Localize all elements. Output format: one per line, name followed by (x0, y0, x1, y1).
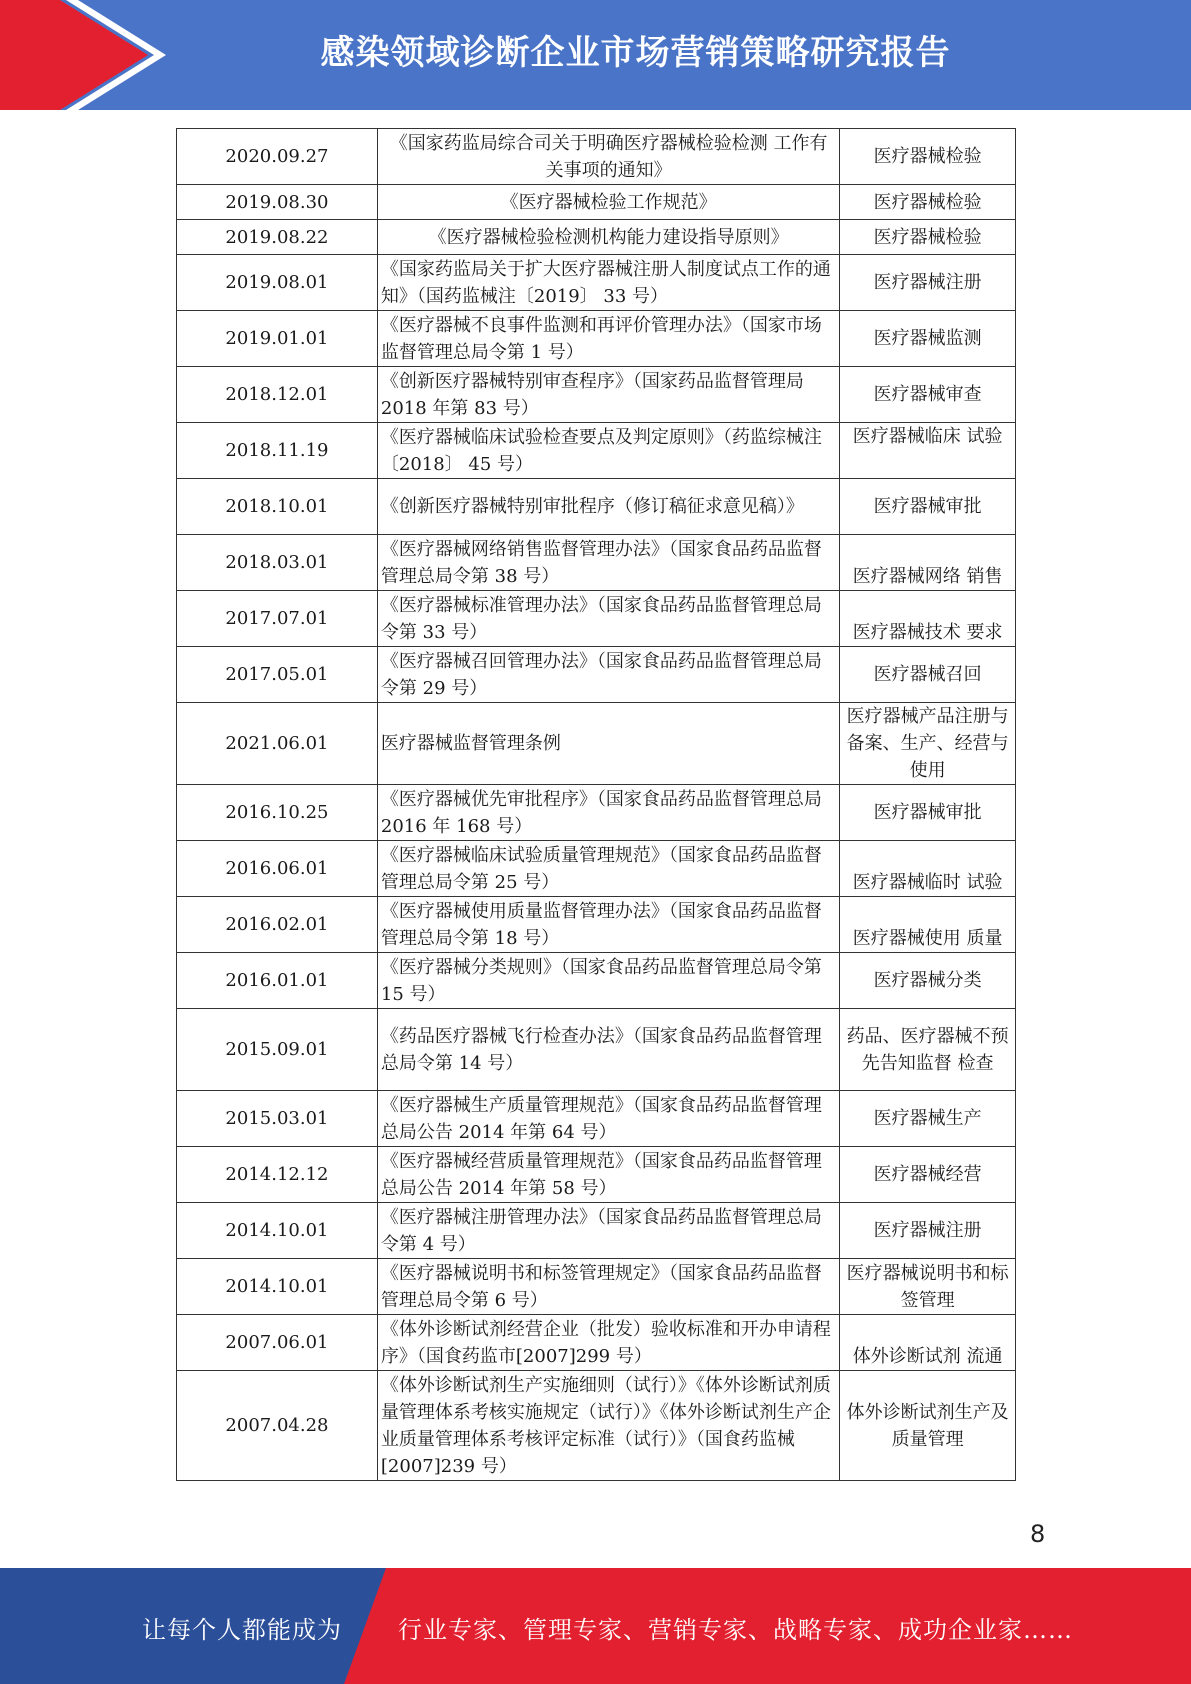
category-cell: 医疗器械召回 (840, 647, 1016, 703)
category-cell: 医疗器械审批 (840, 479, 1016, 535)
date-cell: 2015.09.01 (177, 1009, 378, 1091)
date-cell: 2016.01.01 (177, 953, 378, 1009)
title-cell: 《医疗器械注册管理办法》（国家食品药品监督管理总局令第 4 号） (377, 1203, 839, 1259)
title-cell: 医疗器械监督管理条例 (377, 703, 839, 785)
table-row (177, 1203, 1016, 1259)
category-cell: 医疗器械监测 (840, 311, 1016, 367)
table-row (177, 785, 1016, 841)
category-cell: 医疗器械技术 要求 (840, 591, 1016, 647)
regulation-table (176, 128, 1016, 1481)
date-cell: 2014.10.01 (177, 1259, 378, 1315)
category-cell: 医疗器械生产 (840, 1091, 1016, 1147)
footer-slogan-left: 让每个人都能成为 (142, 1616, 342, 1644)
title-cell: 《国家药监局关于扩大医疗器械注册人制度试点工作的通知》（国药监械注〔2019〕 33 号） (377, 255, 839, 311)
table-row (177, 1371, 1016, 1481)
table-row (177, 185, 1016, 220)
title-cell: 《医疗器械使用质量监督管理办法》（国家食品药品监督管理总局令第 18 号） (377, 897, 839, 953)
title-cell: 《医疗器械优先审批程序》（国家食品药品监督管理总局 2016 年 168 号） (377, 785, 839, 841)
category-cell: 药品、医疗器械不预先告知监督 检查 (840, 1009, 1016, 1091)
title-cell: 《医疗器械网络销售监督管理办法》（国家食品药品监督管理总局令第 38 号） (377, 535, 839, 591)
category-cell: 医疗器械审批 (840, 785, 1016, 841)
title-cell: 《医疗器械检验工作规范》 (377, 185, 839, 220)
category-cell: 医疗器械注册 (840, 1203, 1016, 1259)
date-cell: 2018.10.01 (177, 479, 378, 535)
category-cell: 体外诊断试剂 流通 (840, 1315, 1016, 1371)
category-cell: 体外诊断试剂生产及质量管理 (840, 1371, 1016, 1481)
table-row (177, 367, 1016, 423)
title-cell: 《医疗器械召回管理办法》（国家食品药品监督管理总局令第 29 号） (377, 647, 839, 703)
date-cell: 2007.06.01 (177, 1315, 378, 1371)
title-cell: 《药品医疗器械飞行检查办法》（国家食品药品监督管理总局令第 14 号） (377, 1009, 839, 1091)
page-number: 8 (1030, 1520, 1046, 1548)
table-row (177, 129, 1016, 185)
title-cell: 《创新医疗器械特别审查程序》（国家药品监督管理局 2018 年第 83 号） (377, 367, 839, 423)
date-cell: 2017.05.01 (177, 647, 378, 703)
date-cell: 2014.12.12 (177, 1147, 378, 1203)
table-row (177, 423, 1016, 479)
date-cell: 2020.09.27 (177, 129, 378, 185)
regulation-table-container (176, 128, 1016, 1481)
date-cell: 2019.01.01 (177, 311, 378, 367)
date-cell: 2019.08.01 (177, 255, 378, 311)
date-cell: 2021.06.01 (177, 703, 378, 785)
title-cell: 《体外诊断试剂经营企业（批发）验收标准和开办申请程序》（国食药监市[2007]299 号） (377, 1315, 839, 1371)
title-cell: 《医疗器械说明书和标签管理规定》（国家食品药品监督管理总局令第 6 号） (377, 1259, 839, 1315)
title-cell: 《医疗器械临床试验检查要点及判定原则》（药监综械注〔2018〕 45 号） (377, 423, 839, 479)
table-row (177, 220, 1016, 255)
table-row (177, 1091, 1016, 1147)
category-cell: 医疗器械检验 (840, 185, 1016, 220)
table-row (177, 841, 1016, 897)
title-cell: 《体外诊断试剂生产实施细则（试行）》《体外诊断试剂质量管理体系考核实施规定（试行）》《体外诊断试剂生产企业质量管理体系考核评定标准（试行）》（国食药监械[2007]239 号） (377, 1371, 839, 1481)
table-row (177, 1147, 1016, 1203)
date-cell: 2015.03.01 (177, 1091, 378, 1147)
category-cell: 医疗器械检验 (840, 129, 1016, 185)
page-footer (0, 1568, 1191, 1684)
table-row (177, 311, 1016, 367)
category-cell: 医疗器械临床 试验 (840, 423, 1016, 479)
page-header (0, 0, 1191, 110)
table-row (177, 1315, 1016, 1371)
category-cell: 医疗器械分类 (840, 953, 1016, 1009)
title-cell: 《医疗器械检验检测机构能力建设指导原则》 (377, 220, 839, 255)
date-cell: 2018.12.01 (177, 367, 378, 423)
date-cell: 2018.11.19 (177, 423, 378, 479)
table-row (177, 591, 1016, 647)
table-row (177, 535, 1016, 591)
table-row (177, 647, 1016, 703)
category-cell: 医疗器械临时 试验 (840, 841, 1016, 897)
footer-slogan-right: 行业专家、管理专家、营销专家、战略专家、成功企业家…… (398, 1616, 1073, 1644)
category-cell: 医疗器械网络 销售 (840, 535, 1016, 591)
date-cell: 2016.06.01 (177, 841, 378, 897)
category-cell: 医疗器械经营 (840, 1147, 1016, 1203)
date-cell: 2007.04.28 (177, 1371, 378, 1481)
date-cell: 2018.03.01 (177, 535, 378, 591)
title-cell: 《医疗器械标准管理办法》（国家食品药品监督管理总局令第 33 号） (377, 591, 839, 647)
table-row (177, 953, 1016, 1009)
table-row (177, 703, 1016, 785)
title-cell: 《医疗器械临床试验质量管理规范》（国家食品药品监督管理总局令第 25 号） (377, 841, 839, 897)
table-row (177, 255, 1016, 311)
category-cell: 医疗器械使用 质量 (840, 897, 1016, 953)
title-cell: 《医疗器械不良事件监测和再评价管理办法》（国家市场监督管理总局令第 1 号） (377, 311, 839, 367)
category-cell: 医疗器械说明书和标签管理 (840, 1259, 1016, 1315)
title-cell: 《国家药监局综合司关于明确医疗器械检验检测 工作有关事项的通知》 (377, 129, 839, 185)
category-cell: 医疗器械注册 (840, 255, 1016, 311)
report-title: 感染领域诊断企业市场营销策略研究报告 (320, 33, 951, 73)
date-cell: 2016.10.25 (177, 785, 378, 841)
category-cell: 医疗器械审查 (840, 367, 1016, 423)
table-row (177, 897, 1016, 953)
title-cell: 《医疗器械分类规则》（国家食品药品监督管理总局令第 15 号） (377, 953, 839, 1009)
date-cell: 2019.08.30 (177, 185, 378, 220)
table-row (177, 1009, 1016, 1091)
title-cell: 《医疗器械生产质量管理规范》（国家食品药品监督管理总局公告 2014 年第 64 号） (377, 1091, 839, 1147)
table-row (177, 479, 1016, 535)
table-row (177, 1259, 1016, 1315)
date-cell: 2014.10.01 (177, 1203, 378, 1259)
date-cell: 2017.07.01 (177, 591, 378, 647)
date-cell: 2019.08.22 (177, 220, 378, 255)
title-cell: 《医疗器械经营质量管理规范》（国家食品药品监督管理总局公告 2014 年第 58 号） (377, 1147, 839, 1203)
date-cell: 2016.02.01 (177, 897, 378, 953)
category-cell: 医疗器械产品注册与备案、生产、经营与使用 (840, 703, 1016, 785)
category-cell: 医疗器械检验 (840, 220, 1016, 255)
title-cell: 《创新医疗器械特别审批程序（修订稿征求意见稿）》 (377, 479, 839, 535)
